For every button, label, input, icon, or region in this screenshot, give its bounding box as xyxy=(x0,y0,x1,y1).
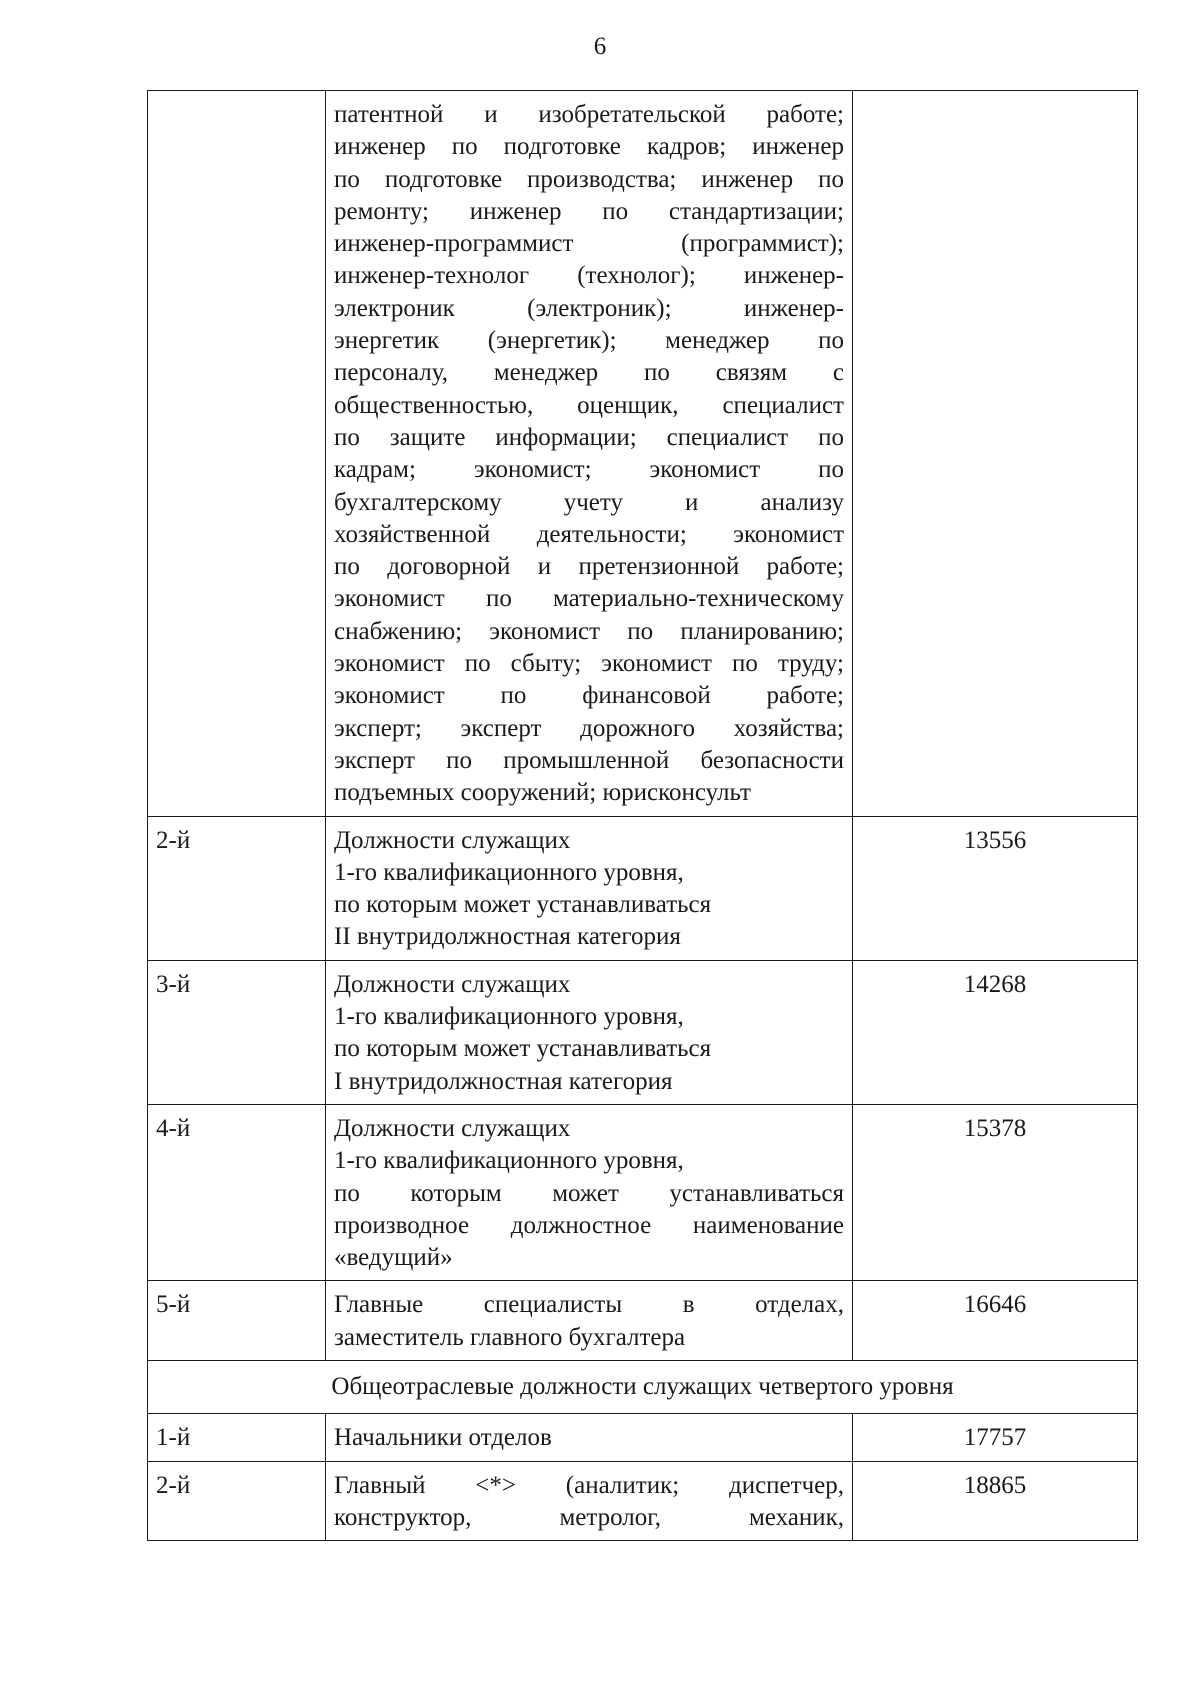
table-row xyxy=(148,91,1138,817)
level-cell: 1-й xyxy=(148,1414,326,1461)
position-cell: Главные специалисты в отделах, заместитель главного бухгалтера xyxy=(326,1281,853,1361)
position-cell: Должности служащих 1-го квалификационного уровня, по которым может устанавливаться I внутридолжностная категория xyxy=(326,960,853,1104)
position-list-cell: патентной и изобретательской работе; инженер по подготовке кадров; инженер по подготовке производства; инженер по ремонту; инженер по стандартизации; инженер-программист (программист); инженер-технолог (технолог); инженер- электроник (электроник); инженер- энергетик (энергетик); менеджер по персоналу, менеджер по связям с общественностью, оценщик, специалист по защите информации; специалист по кадрам; экономист; экономист по бухгалтерскому учету и анализу хозяйственной деятельности; экономист по договорной и претензионной работе; экономист по материально-техническому снабжению; экономист по планированию; экономист по сбыту; экономист по труду; экономист по финансовой работе; эксперт; эксперт дорожного хозяйства; эксперт по промышленной безопасности подъемных сооружений; юрисконсульт xyxy=(326,91,853,817)
salary-cell: 14268 xyxy=(853,960,1138,1104)
salary-cell: 16646 xyxy=(853,1281,1138,1361)
level-cell: 3-й xyxy=(148,960,326,1104)
position-cell: Начальники отделов xyxy=(326,1414,853,1461)
salary-cell: 15378 xyxy=(853,1104,1138,1280)
position-cell: Главный <*> (аналитик; диспетчер, конструктор, метролог, механик, xyxy=(326,1461,853,1541)
table-row xyxy=(148,1281,1138,1361)
section-heading: Общеотраслевые должности служащих четвертого уровня xyxy=(148,1360,1138,1413)
table-row xyxy=(148,1414,1138,1461)
table-row xyxy=(148,1104,1138,1280)
salary-cell xyxy=(853,91,1138,817)
table-row xyxy=(148,816,1138,960)
salary-cell: 17757 xyxy=(853,1414,1138,1461)
level-cell: 4-й xyxy=(148,1104,326,1280)
position-cell: Должности служащих 1-го квалификационного уровня, по которым может устанавливаться производное должностное наименование «ведущий» xyxy=(326,1104,853,1280)
page-number: 6 xyxy=(593,33,607,60)
position-cell: Должности служащих 1-го квалификационного уровня, по которым может устанавливаться II внутридолжностная категория xyxy=(326,816,853,960)
level-cell: 2-й xyxy=(148,816,326,960)
table-row xyxy=(148,960,1138,1104)
section-row xyxy=(148,1360,1138,1413)
level-cell: 2-й xyxy=(148,1461,326,1541)
table-row xyxy=(148,1461,1138,1541)
salary-cell: 13556 xyxy=(853,816,1138,960)
level-cell: 5-й xyxy=(148,1281,326,1361)
salary-table xyxy=(147,90,1138,1541)
salary-cell: 18865 xyxy=(853,1461,1138,1541)
level-cell xyxy=(148,91,326,817)
